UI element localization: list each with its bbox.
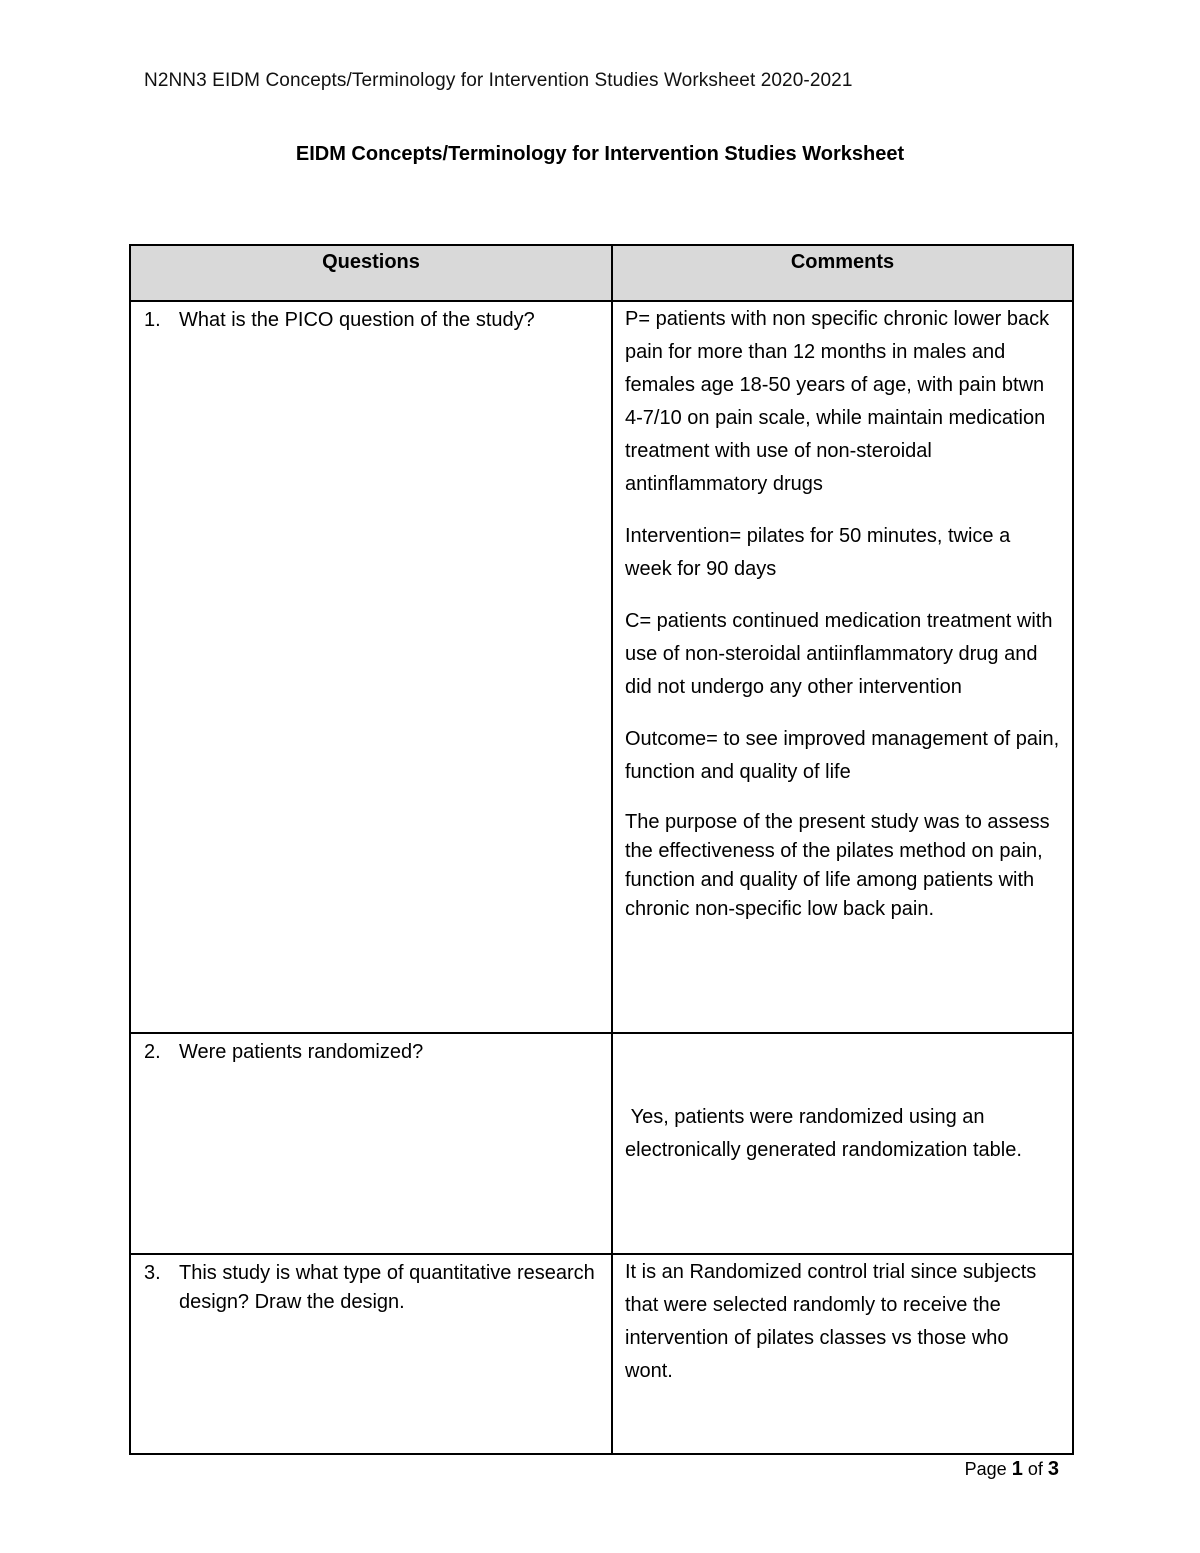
question-text: Were patients randomized? — [179, 1041, 424, 1063]
page-footer — [965, 1458, 1059, 1481]
comment-paragraph: P= patients with non specific chronic lower back pain for more than 12 months in males and females age 18-50 years of age, with pain btwn 4-7/10 on pain scale, while maintain medication treatment with use of non-steroidal antinflammatory drugs — [625, 308, 1050, 495]
table-row — [130, 1254, 1073, 1454]
comment-paragraph: Outcome= to see improved management of pain, function and quality of life — [625, 728, 1060, 783]
comment-paragraph: Yes, patients were randomized using an electronically generated randomization table. — [625, 1106, 1022, 1161]
question-number: 2. — [144, 1041, 161, 1063]
page-title: EIDM Concepts/Terminology for Intervention Studies Worksheet — [295, 143, 905, 165]
comment-cell — [612, 1033, 1073, 1254]
question-text: This study is what type of quantitative research design? Draw the design. — [179, 1262, 595, 1313]
page-word: Page — [964, 1459, 1007, 1479]
page-total: 3 — [1047, 1458, 1059, 1480]
question-number: 3. — [144, 1262, 161, 1284]
table-header-row — [130, 245, 1073, 301]
of-word: of — [1027, 1459, 1043, 1479]
question-text: What is the PICO question of the study? — [179, 309, 535, 331]
column-header-comments: Comments — [612, 245, 1073, 301]
comment-paragraph: The purpose of the present study was to assess the effectiveness of the pilates method on pain, function and quality of life among patients with chronic non-specific low back pain. — [625, 811, 1050, 920]
column-header-questions: Questions — [130, 245, 612, 301]
running-header: N2NN3 EIDM Concepts/Terminology for Intervention Studies Worksheet 2020-2021 — [144, 70, 853, 91]
question-number: 1. — [144, 309, 161, 331]
table-row — [130, 1033, 1073, 1254]
comment-cell — [612, 1254, 1073, 1454]
comment-paragraph: Intervention= pilates for 50 minutes, twice a week for 90 days — [625, 525, 1011, 580]
question-cell — [130, 301, 612, 1033]
question-cell — [130, 1033, 612, 1254]
worksheet-table — [129, 244, 1074, 1455]
question-cell — [130, 1254, 612, 1454]
comment-cell — [612, 301, 1073, 1033]
table-row — [130, 301, 1073, 1033]
comment-paragraph: It is an Randomized control trial since subjects that were selected randomly to receive the intervention of pilates classes vs those who wont. — [625, 1261, 1037, 1382]
page-number: 1 — [1011, 1458, 1023, 1480]
comment-paragraph: C= patients continued medication treatment with use of non-steroidal antiinflammatory drug and did not undergo any other intervention — [625, 610, 1053, 698]
